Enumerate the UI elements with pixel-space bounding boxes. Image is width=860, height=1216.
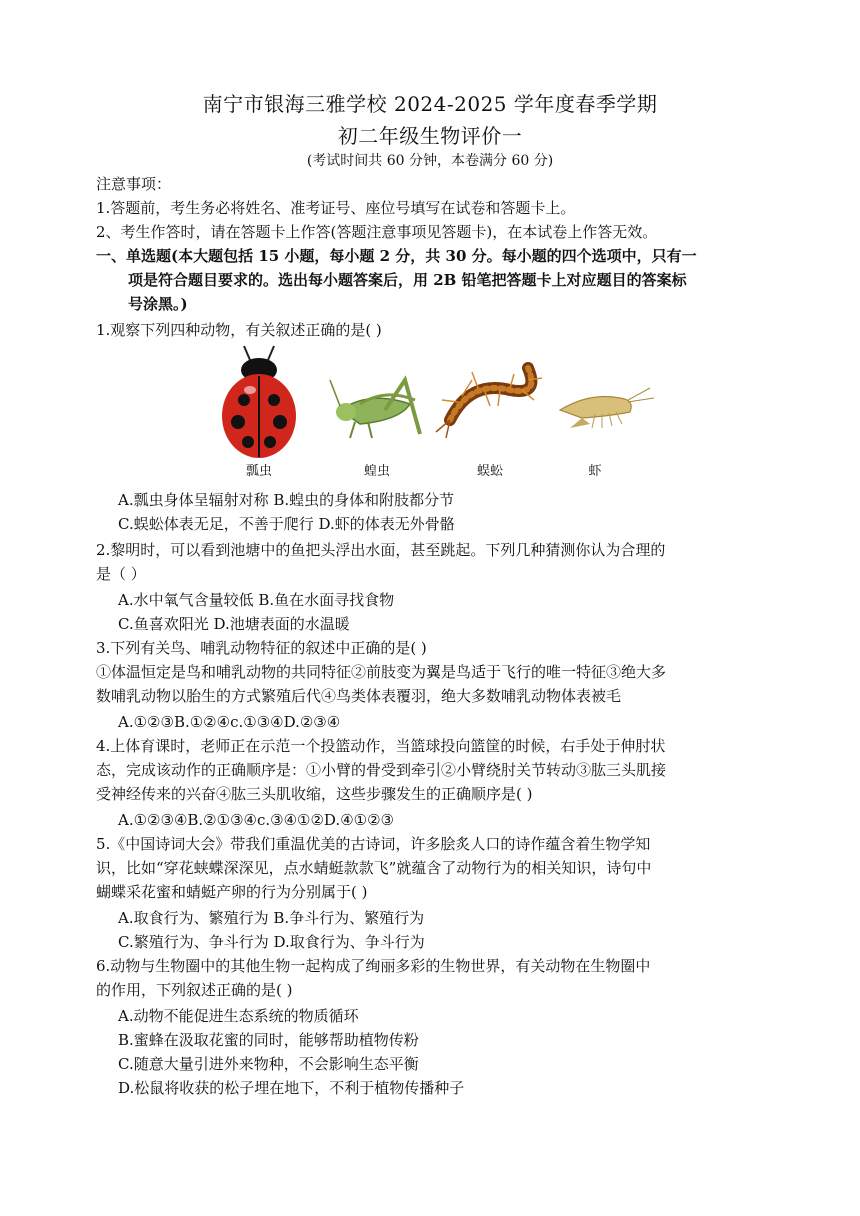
note-item: 1.答题前，考生务必将姓名、准考证号、座位号填写在试卷和答题卡上。 [96, 199, 576, 217]
question-2-option: C.鱼喜欢阳光 D.池塘表面的水温暖 [118, 615, 350, 633]
ladybug-image [222, 346, 296, 458]
section-heading: 一、单选题(本大题包括 15 小题，每小题 2 分，共 30 分。每小题的四个选项中，只有一 [96, 247, 697, 265]
question-3-stem: 3.下列有关鸟、哺乳动物特征的叙述中正确的是( ) [96, 639, 427, 657]
animals-figure [210, 340, 660, 488]
question-3-option: A.①②③B.①②④c.①③④D.②③④ [118, 713, 341, 731]
exam-subtitle: 初二年级生物评价一 [337, 124, 523, 148]
question-2-stem: 是（ ） [96, 565, 146, 583]
question-5-option: C.繁殖行为、争斗行为 D.取食行为、争斗行为 [118, 933, 425, 951]
question-5-stem: 5.《中国诗词大会》带我们重温优美的古诗词，许多脍炙人口的诗作蕴含着生物学知 [96, 835, 651, 853]
question-2-stem: 2.黎明时，可以看到池塘中的鱼把头浮出水面，甚至跳起。下列几种猜测你认为合理的 [96, 541, 666, 559]
exam-title: 南宁市银海三雅学校 2024-2025 学年度春季学期 [202, 92, 658, 116]
question-3-stem: ①体温恒定是鸟和哺乳动物的共同特征②前肢变为翼是鸟适于飞行的唯一特征③绝大多 [96, 663, 667, 681]
question-6-option: C.随意大量引进外来物种，不会影响生态平衡 [118, 1055, 419, 1073]
question-5-stem: 识，比如“穿花蛱蝶深深见，点水蜻蜓款款飞”就蕴含了动物行为的相关知识，诗句中 [96, 859, 652, 877]
question-3-stem: 数哺乳动物以胎生的方式繁殖后代④鸟类体表覆羽，绝大多数哺乳动物体表被毛 [96, 687, 622, 705]
note-item: 2、考生作答时，请在答题卡上作答(答题注意事项见答题卡)，在本试卷上作答无效。 [96, 223, 658, 241]
question-5-stem: 蝴蝶采花蜜和蜻蜓产卵的行为分别属于( ) [96, 883, 368, 901]
question-2-option: A.水中氧气含量较低 B.鱼在水面寻找食物 [118, 591, 395, 609]
caption-grasshopper: 蝗虫 [363, 464, 390, 479]
animals-illustration [210, 340, 660, 460]
question-6-stem: 的作用，下列叙述正确的是( ) [96, 981, 293, 999]
centipede-image [436, 368, 542, 438]
question-4-option: A.①②③④B.②①③④c.③④①②D.④①②③ [118, 811, 394, 829]
shrimp-image [560, 388, 654, 428]
question-4-stem: 受神经传来的兴奋④肱三头肌收缩，这些步骤发生的正确顺序是( ) [96, 785, 533, 803]
question-1-option: A.瓢虫身体呈辐射对称 B.蝗虫的身体和附肢都分节 [118, 491, 455, 509]
section-heading-cont: 号涂黑。) [128, 295, 188, 313]
question-6-stem: 6.动物与生物圈中的其他生物一起构成了绚丽多彩的生物世界，有关动物在生物圈中 [96, 957, 651, 975]
question-1-option: C.蜈蚣体表无足，不善于爬行 D.虾的体表无外骨骼 [118, 515, 455, 533]
question-1-stem: 1.观察下列四种动物，有关叙述正确的是( ) [96, 321, 382, 339]
section-heading-cont: 项是符合题目要求的。选出每小题答案后，用 2B 铅笔把答题卡上对应题目的答案标 [128, 271, 687, 289]
exam-info: (考试时间共 60 分钟，本卷满分 60 分) [306, 153, 554, 169]
question-6-option: D.松鼠将收获的松子埋在地下，不利于植物传播种子 [118, 1079, 465, 1097]
caption-centipede: 蜈蚣 [476, 464, 503, 479]
question-4-stem: 4.上体育课时，老师正在示范一个投篮动作，当篮球投向篮筐的时候，右手处于伸肘状 [96, 737, 666, 755]
question-5-option: A.取食行为、繁殖行为 B.争斗行为、繁殖行为 [118, 909, 425, 927]
question-4-stem: 态，完成该动作的正确顺序是：①小臂的骨受到牵引②小臂绕肘关节转动③肱三头肌接 [96, 761, 667, 779]
question-6-option: A.动物不能促进生态系统的物质循环 [118, 1007, 359, 1025]
notes-heading: 注意事项： [96, 175, 172, 193]
question-6-option: B.蜜蜂在汲取花蜜的同时，能够帮助植物传粉 [118, 1031, 419, 1049]
grasshopper-image [330, 380, 420, 438]
caption-shrimp: 虾 [588, 464, 602, 479]
caption-ladybug: 瓢虫 [245, 464, 272, 479]
